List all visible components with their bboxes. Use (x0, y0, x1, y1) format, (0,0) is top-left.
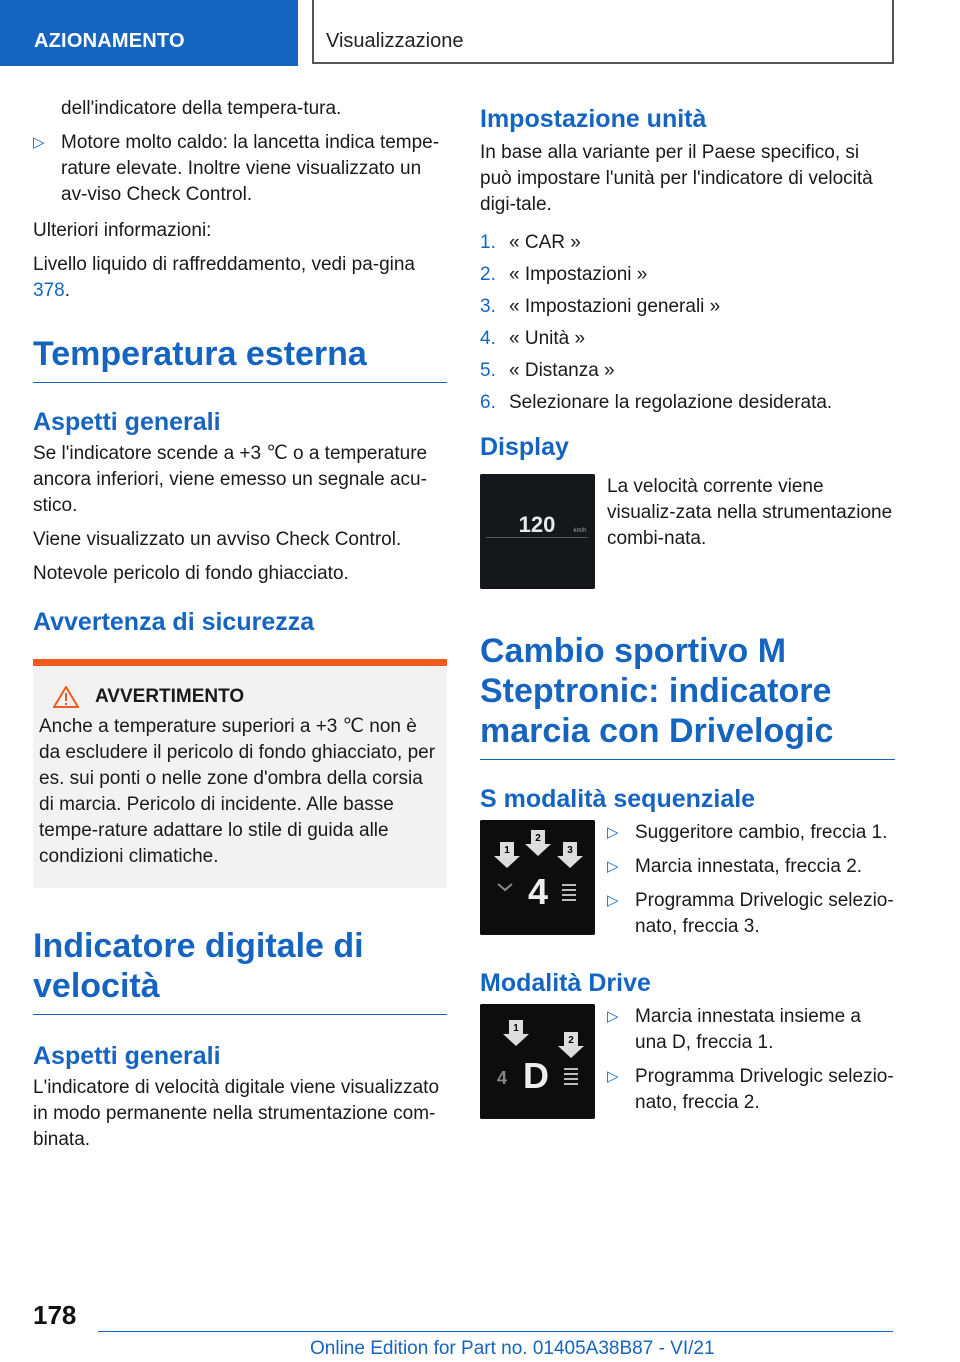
footer-edition: Online Edition for Part no. 01405A38B87 - VI/21 (310, 1338, 715, 1359)
arrow-label: 2 (568, 1035, 574, 1046)
subheading-drive: Modalità Drive (480, 969, 651, 997)
steps-list (480, 230, 895, 416)
bullet-text: Programma Drivelogic selezio-nato, freccia 2. (635, 1066, 894, 1113)
step-text: « Impostazioni » (509, 264, 648, 285)
triangle-bullet-icon: ▷ (607, 1008, 619, 1025)
drive-figure-row (480, 1004, 895, 1124)
bullet-text: Marcia innestata insieme a una D, freccia 1. (635, 1006, 861, 1053)
bullet-text: Marcia innestata, freccia 2. (635, 856, 863, 877)
speed-value: 120 (518, 512, 556, 537)
arrow-label: 2 (535, 833, 541, 844)
paragraph: L'indicatore di velocità digitale viene visualizzato in modo permanente nella strumentazione com-binata. (33, 1077, 440, 1150)
paragraph: Se l'indicatore scende a +3 ℃ o a temperature ancora inferiori, viene emesso un segnale acu-stico. (33, 443, 428, 516)
triangle-bullet-icon: ▷ (607, 1068, 619, 1085)
section-heading-speed: Indicatore digitale di velocità (33, 926, 447, 1015)
warning-title-text: AVVERTIMENTO (95, 686, 245, 707)
paragraph: Viene visualizzato un avviso Check Control. (33, 529, 402, 550)
step-number: 4. (480, 328, 496, 349)
subheading-general: Aspetti generali (33, 1042, 221, 1070)
warning-triangle-icon (53, 686, 79, 708)
sequential-gear-image (480, 820, 595, 935)
step-number: 6. (480, 392, 496, 413)
bullet-text: Programma Drivelogic selezio-nato, freccia 3. (635, 890, 894, 937)
bullet-text: Motore molto caldo: la lancetta indica tempe-rature elevate. Inoltre viene visualizzato un av-viso Check Control. (61, 132, 440, 205)
subheading-general: Aspetti generali (33, 408, 221, 436)
drive-gear-image (480, 1004, 595, 1119)
triangle-bullet-icon: ▷ (607, 892, 619, 909)
step-item (480, 294, 895, 320)
arrow-label: 1 (513, 1023, 519, 1034)
list-item (607, 820, 895, 846)
header-section-tab (0, 0, 298, 66)
drive-letter: D (523, 1055, 549, 1096)
display-text: La velocità corrente viene visualiz-zata nella strumentazione combi-nata. (607, 476, 893, 549)
footer-divider (98, 1331, 893, 1332)
warning-text: Anche a temperature superiori a +3 ℃ non è da escludere il pericolo di fondo ghiacciato, per es. sui ponti o nelle zone d'ombra della corsia di marcia. Pericolo di incidente. Alle basse tempe-rature adattare lo stile di guida alle condizioni climatiche. (39, 716, 436, 867)
step-number: 1. (480, 232, 496, 253)
subheading-safety: Avvertenza di sicurezza (33, 608, 315, 636)
section-heading-temperature: Temperatura esterna (33, 334, 447, 383)
gear-number: 4 (496, 1068, 508, 1088)
step-text: « Unità » (509, 328, 586, 349)
arrow-label: 1 (504, 845, 510, 856)
left-column (33, 96, 447, 1153)
warning-box (33, 659, 447, 888)
subheading-unit: Impostazione unità (480, 105, 707, 133)
header-topic-box (312, 0, 894, 64)
page-link[interactable]: 378 (33, 280, 65, 301)
section-heading-steptronic: Cambio sportivo M Steptronic: indicatore marcia con Drivelogic (480, 631, 895, 760)
list-item (33, 130, 447, 208)
header-topic-label: Visualizzazione (326, 30, 464, 52)
more-info-label: Ulteriori informazioni: (33, 220, 212, 241)
display-figure-row (480, 474, 895, 589)
page-number: 178 (33, 1300, 77, 1330)
subheading-sequential: S modalità sequenziale (480, 785, 756, 813)
triangle-bullet-icon: ▷ (607, 858, 619, 875)
sequential-figure-row (480, 820, 895, 948)
header-section-label: AZIONAMENTO (34, 30, 185, 52)
step-number: 3. (480, 296, 496, 317)
step-text: « Distanza » (509, 360, 615, 381)
paragraph: Notevole pericolo di fondo ghiacciato. (33, 563, 349, 584)
step-text: Selezionare la regolazione desiderata. (509, 392, 833, 413)
step-item (480, 326, 895, 352)
bullet-text: Suggeritore cambio, freccia 1. (635, 822, 888, 843)
intro-continuation: dell'indicatore della tempera-tura. (61, 98, 342, 119)
list-item (607, 1004, 895, 1056)
speed-unit: km/h (573, 528, 587, 534)
warning-title (39, 684, 437, 710)
list-item (607, 888, 895, 940)
subheading-display: Display (480, 433, 569, 461)
sequential-bullets (607, 820, 895, 948)
gear-number: 4 (527, 871, 549, 912)
list-item (607, 854, 895, 880)
triangle-bullet-icon: ▷ (33, 134, 45, 151)
list-item (607, 1064, 895, 1116)
coolant-reference: Livello liquido di raffreddamento, vedi pa-gina 378. (33, 254, 416, 301)
step-item (480, 358, 895, 384)
triangle-bullet-icon: ▷ (607, 824, 619, 841)
right-column (480, 104, 895, 1124)
coolant-text: Livello liquido di raffreddamento, vedi pa-gina (33, 254, 416, 275)
step-number: 5. (480, 360, 496, 381)
step-text: « Impostazioni generali » (509, 296, 721, 317)
paragraph: In base alla variante per il Paese specifico, si può impostare l'unità per l'indicatore di velocità digi-tale. (480, 142, 873, 215)
speedometer-image (480, 474, 595, 589)
step-number: 2. (480, 264, 496, 285)
step-text: « CAR » (509, 232, 581, 253)
step-item (480, 390, 895, 416)
step-item (480, 262, 895, 288)
step-item (480, 230, 895, 256)
arrow-label: 3 (567, 845, 573, 856)
drive-bullets (607, 1004, 895, 1124)
